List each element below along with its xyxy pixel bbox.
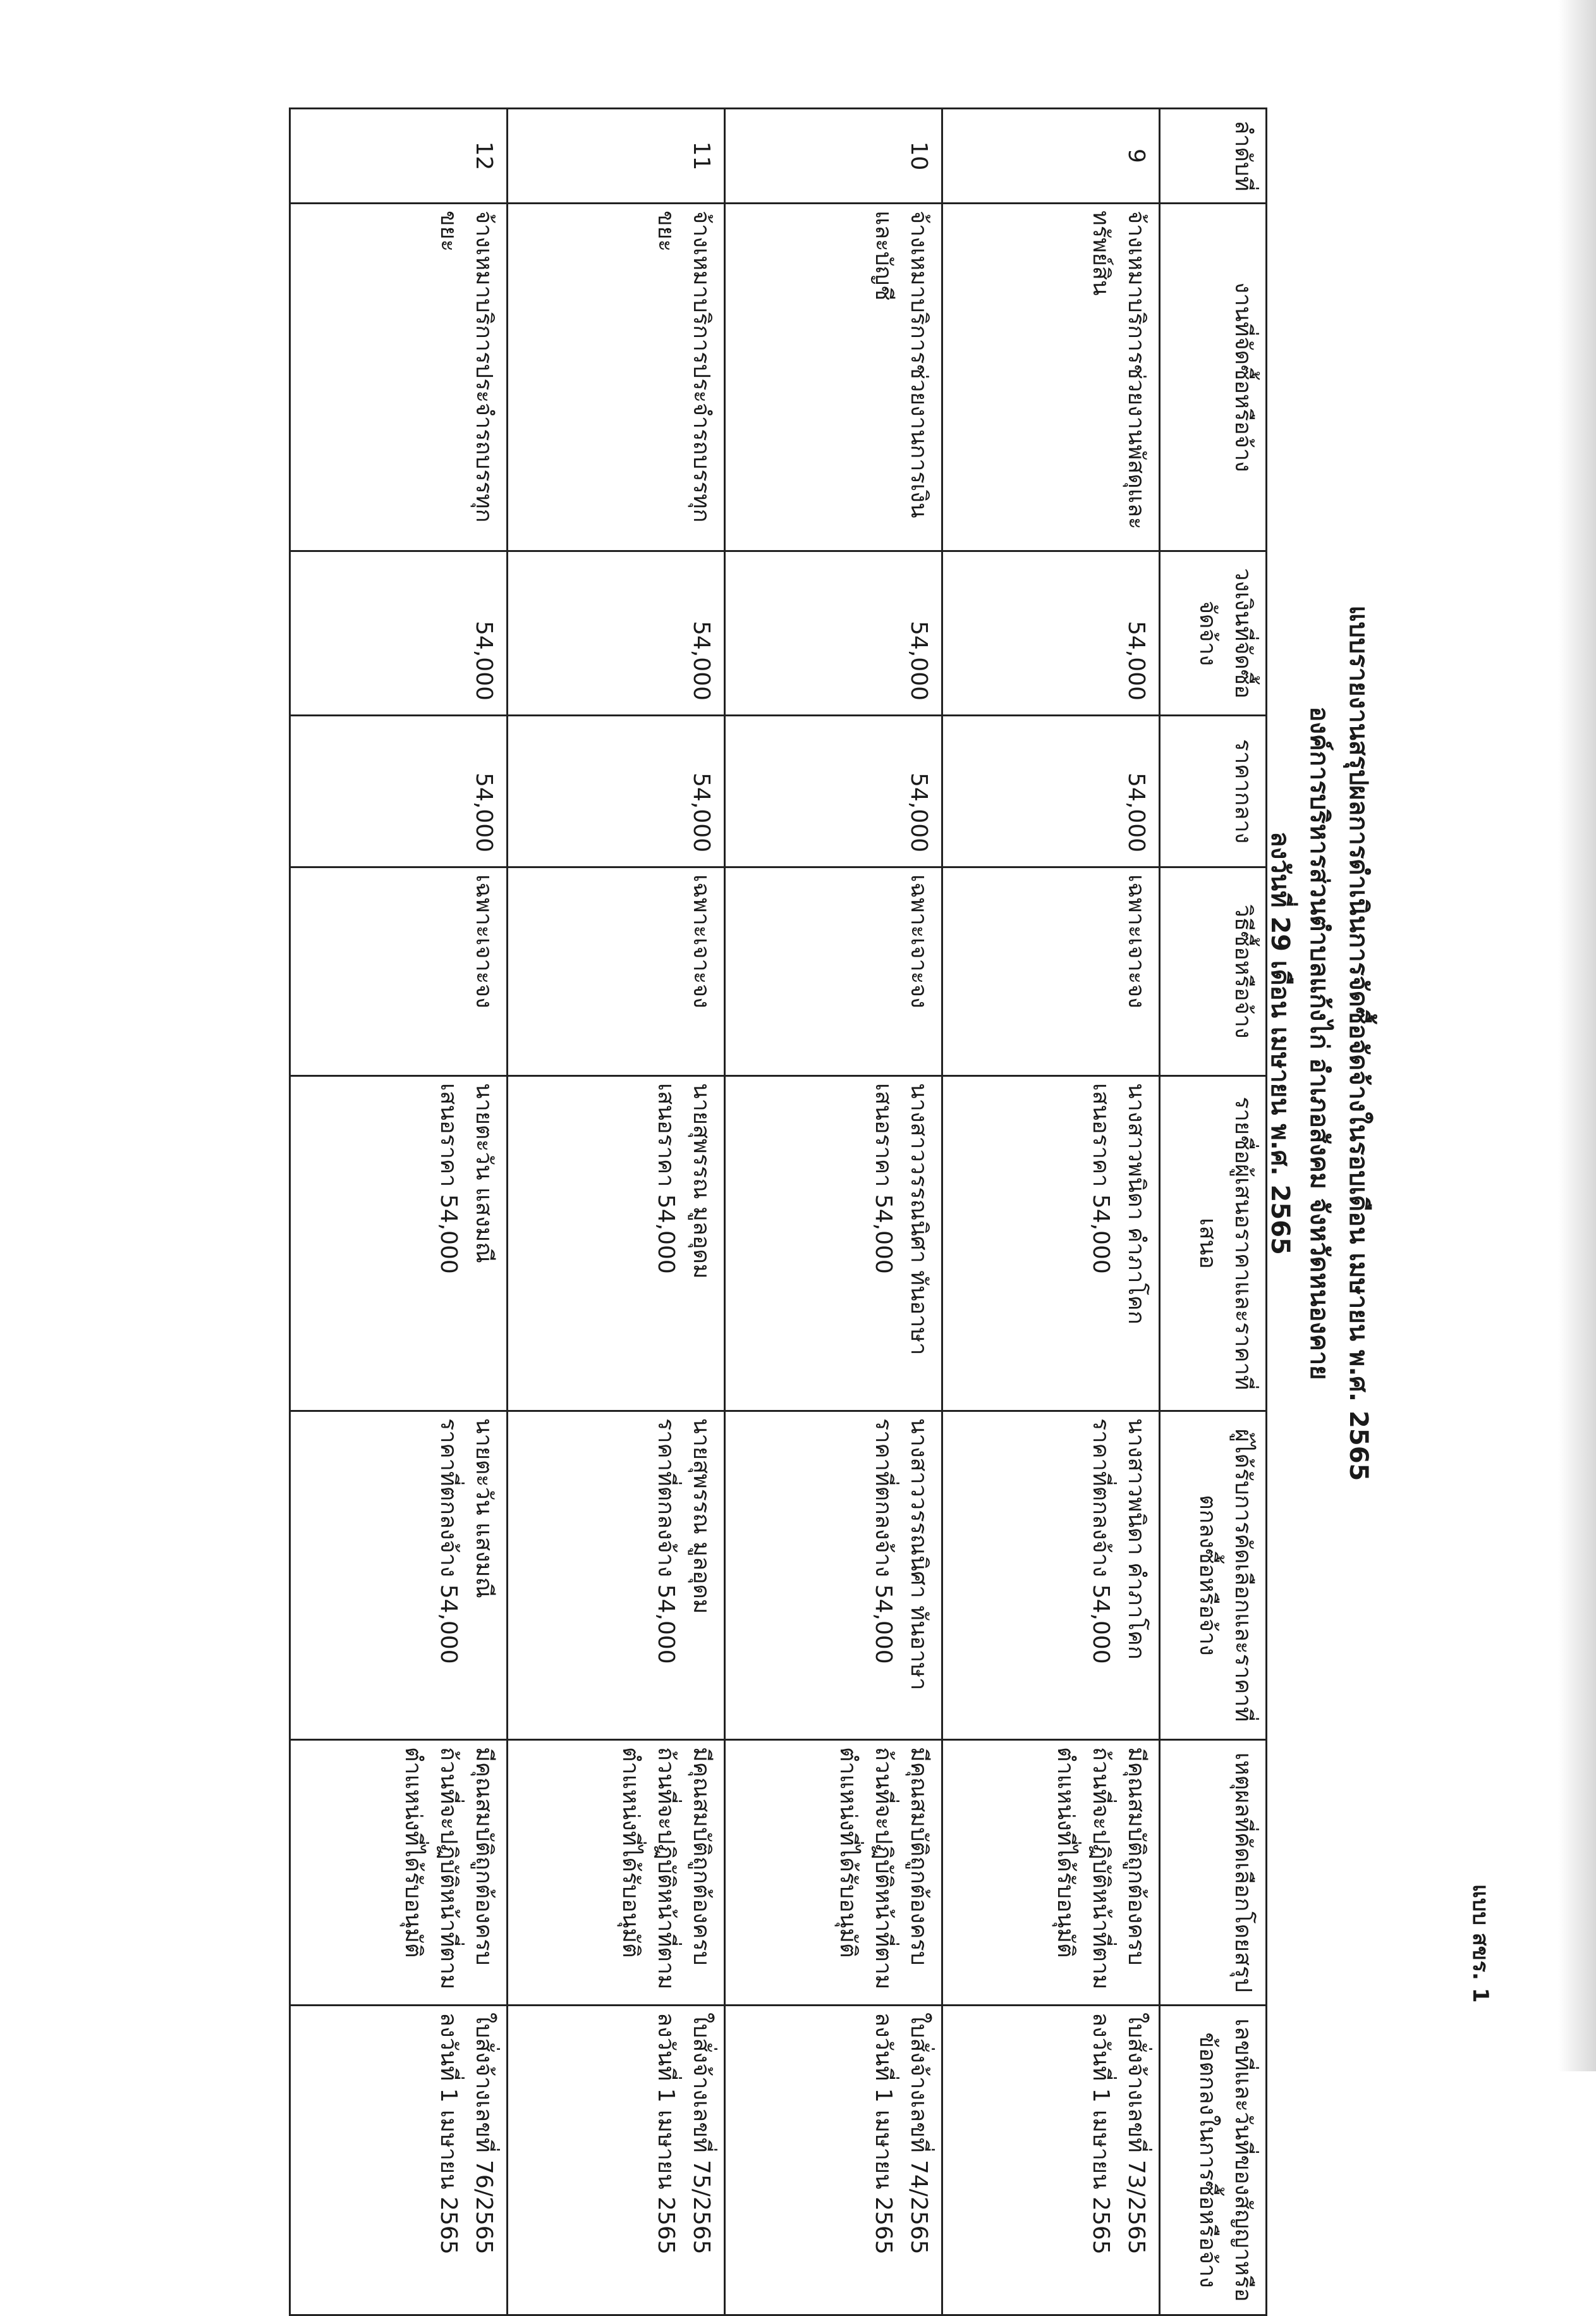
cell-work: จ้างเหมาบริการประจำรถบรรทุกขยะ [508,204,725,551]
title-line-3: ลงวันที่ 29 เดือน เมษายน พ.ศ. 2565 [1265,831,1294,1255]
cell-bidders [290,1076,508,1411]
header-median: ราคากลาง [1160,716,1267,867]
cell-median: 54,000 [508,716,725,867]
cell-reason: มีคุณสมบัติถูกต้องครบถ้วนที่จะปฏิบัติหน้าที่ตามตำแหน่งที่ได้รับอนุมัติ [290,1740,508,2006]
bidder-name: นายสุพรรณ มูลอุดม [688,1083,714,1279]
cell-budget: 54,000 [508,551,725,716]
cell-contract [725,2006,942,2315]
report-titles [1260,569,1378,1517]
winner-name: นายสุพรรณ มูลอุดม [688,1418,714,1614]
cell-method: เฉพาะเจาะจง [290,867,508,1076]
cell-median: 54,000 [725,716,942,867]
cell-winner [508,1411,725,1740]
cell-contract [290,2006,508,2315]
bidder-price: เสนอราคา 54,000 [436,1083,461,1274]
cell-seq: 11 [508,109,725,204]
cell-median: 54,000 [290,716,508,867]
table-row [725,109,942,2315]
cell-reason: มีคุณสมบัติถูกต้องครบถ้วนที่จะปฏิบัติหน้าที่ตามตำแหน่งที่ได้รับอนุมัติ [508,1740,725,2006]
table-row [508,109,725,2315]
cell-work: จ้างเหมาบริการช่วยงานการเงินและบัญชี [725,204,942,551]
header-method: วิธีซื้อหรือจ้าง [1160,867,1267,1076]
contract-date: ลงวันที่ 1 เมษายน 2565 [1088,2013,1114,2255]
contract-number: ใบสั่งจ้างเลขที่ 74/2565 [906,2013,932,2255]
table-row [290,109,508,2315]
header-bidders: รายชื่อผู้เสนอราคาและราคาที่เสนอ [1160,1076,1267,1411]
header-winner: ผู้ได้รับการคัดเลือกและราคาที่ตกลงซื้อหรือจ้าง [1160,1411,1267,1740]
cell-reason: มีคุณสมบัติถูกต้องครบถ้วนที่จะปฏิบัติหน้าที่ตามตำแหน่งที่ได้รับอนุมัติ [942,1740,1160,2006]
bidder-price: เสนอราคา 54,000 [870,1083,896,1274]
bidder-price: เสนอราคา 54,000 [653,1083,679,1274]
header-row [1160,109,1267,2315]
header-work: งานที่จัดซื้อหรือจ้าง [1160,204,1267,551]
procurement-table [289,107,1267,2316]
contract-date: ลงวันที่ 1 เมษายน 2565 [870,2013,896,2255]
cell-seq: 9 [942,109,1160,204]
winner-price: ราคาที่ตกลงจ้าง 54,000 [870,1418,896,1664]
cell-seq: 10 [725,109,942,204]
winner-name: นางสาววรรณนิศา ทันอาษา [906,1418,932,1691]
bidder-name: นางสาวพนิดา คำภาโคก [1123,1083,1149,1325]
winner-price: ราคาที่ตกลงจ้าง 54,000 [436,1418,461,1664]
cell-median: 54,000 [942,716,1160,867]
cell-method: เฉพาะเจาะจง [942,867,1160,1076]
header-seq: ลำดับที่ [1160,109,1267,204]
cell-bidders [942,1076,1160,1411]
contract-number: ใบสั่งจ้างเลขที่ 73/2565 [1123,2013,1149,2255]
bidder-name: นายตะวัน แสงมณี [471,1083,497,1263]
winner-price: ราคาที่ตกลงจ้าง 54,000 [1088,1418,1114,1664]
winner-name: นางสาวพนิดา คำภาโคก [1123,1418,1149,1660]
header-contract: เลขที่และวันที่ของสัญญาหรือข้อตกลงในการซื้อหรือจ้าง [1160,2006,1267,2315]
contract-date: ลงวันที่ 1 เมษายน 2565 [653,2013,679,2255]
cell-bidders [508,1076,725,1411]
cell-winner [290,1411,508,1740]
scan-shadow [1558,0,1596,2071]
bidder-price: เสนอราคา 54,000 [1088,1083,1114,1274]
form-code: แบบ สขร. 1 [1468,1884,1493,2003]
cell-budget: 54,000 [942,551,1160,716]
cell-work: จ้างเหมาบริการช่วยงานพัสดุและทรัพย์สิน [942,204,1160,551]
contract-number: ใบสั่งจ้างเลขที่ 76/2565 [471,2013,497,2255]
bidder-name: นางสาววรรณนิศา ทันอาษา [906,1083,932,1356]
cell-work: จ้างเหมาบริการประจำรถบรรทุกขยะ [290,204,508,551]
title-line-1: แบบรายงานสรุปผลการดำเนินการจัดซื้อจัดจ้างในรอบเดือน เมษายน พ.ศ. 2565 [1344,605,1373,1481]
cell-bidders [725,1076,942,1411]
cell-budget: 54,000 [290,551,508,716]
cell-contract [942,2006,1160,2315]
title-line-2: องค์การบริหารส่วนตำบลแก้งไก่ อำเภอสังคม จังหวัดหนองคาย [1305,706,1334,1380]
cell-method: เฉพาะเจาะจง [508,867,725,1076]
winner-price: ราคาที่ตกลงจ้าง 54,000 [653,1418,679,1664]
winner-name: นายตะวัน แสงมณี [471,1418,497,1598]
contract-date: ลงวันที่ 1 เมษายน 2565 [436,2013,461,2255]
cell-budget: 54,000 [725,551,942,716]
cell-reason: มีคุณสมบัติถูกต้องครบถ้วนที่จะปฏิบัติหน้าที่ตามตำแหน่งที่ได้รับอนุมัติ [725,1740,942,2006]
cell-winner [725,1411,942,1740]
cell-contract [508,2006,725,2315]
header-reason: เหตุผลที่คัดเลือกโดยสรุป [1160,1740,1267,2006]
header-budget: วงเงินที่จัดซื้อจัดจ้าง [1160,551,1267,716]
contract-number: ใบสั่งจ้างเลขที่ 75/2565 [688,2013,714,2255]
cell-method: เฉพาะเจาะจง [725,867,942,1076]
table-row [942,109,1160,2315]
cell-seq: 12 [290,109,508,204]
cell-winner [942,1411,1160,1740]
